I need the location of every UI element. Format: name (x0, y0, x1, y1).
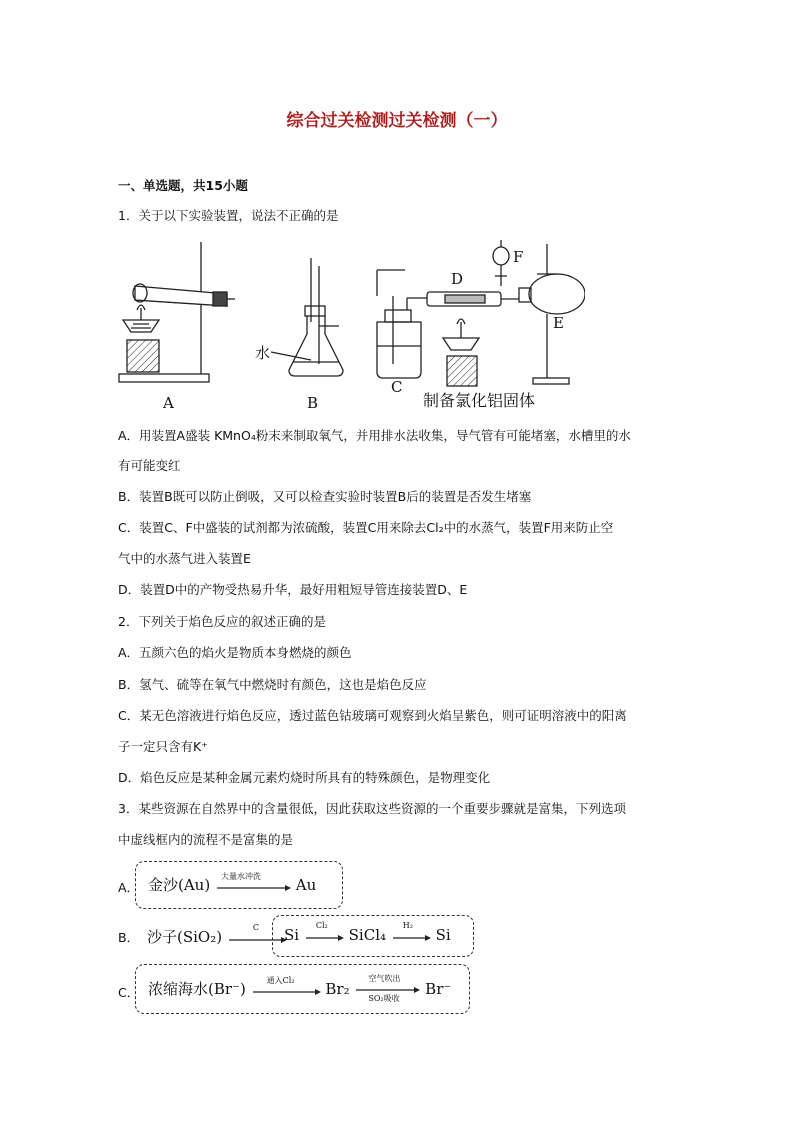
fig-label-d: D (451, 270, 464, 288)
q3-b-s2: SiCl₄ (348, 926, 387, 944)
q1-option-c-line2: 气中的水蒸气进入装置E (118, 551, 251, 566)
apparatus-a (119, 242, 235, 382)
q3-b-arrow3-label: H₂ (402, 921, 413, 930)
q1-option-c-line1: C．装置C、F中盛装的试剂都为浓硫酸，装置C用来除去Cl₂中的水蒸气，装置F用来防止空 (118, 520, 614, 535)
q3-option-a-flow (148, 874, 316, 895)
fig-label-c: C (391, 378, 403, 396)
page-title: 综合过关检测过关检测（一） (286, 111, 508, 131)
q2-option-d: D．焰色反应是某种金属元素灼烧时所具有的特殊颜色，是物理变化 (118, 770, 491, 785)
q2-stem: 2．下列关于焰色反应的叙述正确的是 (118, 614, 326, 629)
fig-label-water: 水 (255, 344, 271, 362)
apparatus-d (427, 292, 519, 386)
q3-c-s1: Br₂ (325, 980, 350, 998)
q1-option-a-line2: 有可能变红 (118, 458, 181, 473)
apparatus-figure (115, 236, 585, 414)
arrow-icon (215, 877, 291, 895)
q3-b-start: 沙子(SiO₂) (147, 928, 223, 946)
apparatus-c (377, 270, 427, 378)
q3-b-arrow2-label: Cl₂ (315, 921, 328, 930)
q3-option-c-label: C． (118, 985, 140, 1000)
q2-option-c-line1: C．某无色溶液进行焰色反应，透过蓝色钴玻璃可观察到火焰呈紫色，则可证明溶液中的阳离 (118, 708, 627, 723)
apparatus-b (271, 258, 343, 376)
q3-b-s3: Si (435, 926, 451, 944)
q1-option-b: B．装置B既可以防止倒吸，又可以检查实验时装置B后的装置是否发生堵塞 (118, 489, 532, 504)
q3-stem-line1: 3．某些资源在自然界中的含量很低，因此获取这些资源的一个重要步骤就是富集，下列选项 (118, 801, 626, 816)
q2-option-b: B．氢气、硫等在氧气中燃烧时有颜色，这也是焰色反应 (118, 677, 427, 692)
q3-b-s1: Si (284, 926, 300, 944)
q2-option-a: A．五颜六色的焰火是物质本身燃烧的颜色 (118, 645, 352, 660)
arrow-icon (251, 981, 321, 999)
section-heading: 一、单选题，共15小题 (118, 178, 248, 193)
q3-option-b-label: B． (118, 930, 140, 945)
q3-b-arrow1-label: C (252, 923, 259, 932)
q2-option-c-line2: 子一定只含有K⁺ (118, 739, 208, 754)
fig-label-e: E (553, 314, 564, 332)
apparatus-f (493, 240, 509, 286)
fig-label-a: A (163, 394, 174, 412)
q3-option-b-start-wrap (147, 923, 287, 947)
q3-c-arrow1-label: 通入Cl₂ (266, 976, 295, 985)
q3-c-arrow2-bottom: SO₂吸收 (368, 994, 400, 1003)
q1-option-a-line1: A．用装置A盛装 KMnO₄粉末来制取氧气，并用排水法收集，导气管有可能堵塞，水槽里的水 (118, 428, 631, 443)
q3-stem-line2: 中虚线框内的流程不是富集的是 (118, 832, 294, 847)
q3-c-arrow2-top: 空气吹出 (368, 974, 401, 983)
arrow-icon (304, 927, 344, 945)
q3-option-c-flow (148, 974, 452, 1003)
q1-option-d: D．装置D中的产物受热易升华，最好用粗短导管连接装置D、E (118, 582, 468, 597)
arrow-icon (391, 927, 431, 945)
q3-a-arrow-label: 大量水冲洗 (220, 872, 261, 881)
fig-caption: 制备氯化铝固体 (423, 391, 536, 410)
q3-a-end: Au (295, 876, 317, 894)
q3-c-start: 浓缩海水(Br⁻) (148, 980, 246, 998)
apparatus-e (519, 244, 585, 384)
q3-a-start: 金沙(Au) (148, 876, 211, 894)
q3-option-a-label: A． (118, 880, 140, 895)
q3-c-s2: Br⁻ (425, 980, 452, 998)
q3-option-b-flow (284, 921, 451, 945)
fig-label-b: B (307, 394, 319, 412)
fig-label-f: F (513, 248, 524, 266)
q1-stem: 1．关于以下实验装置，说法不正确的是 (118, 208, 339, 223)
